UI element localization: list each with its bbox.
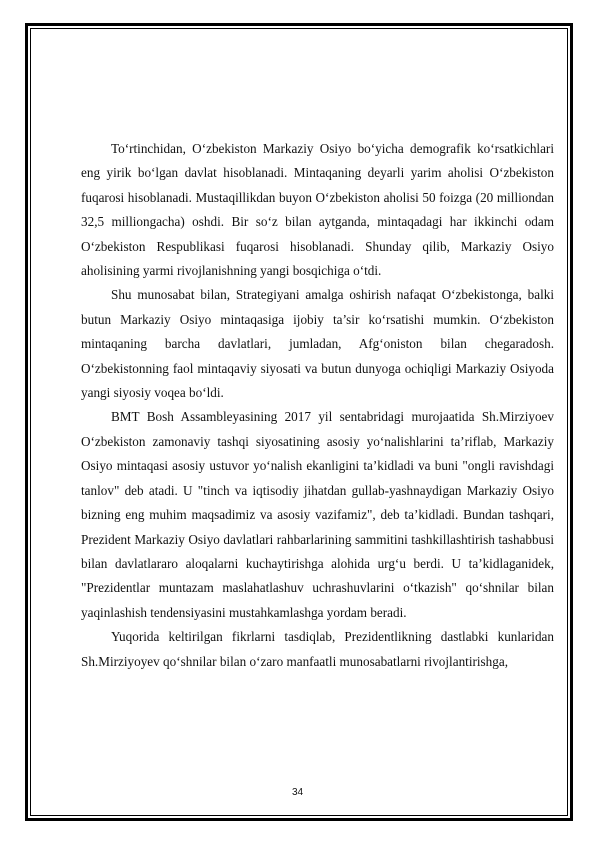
paragraph-3: BMT Bosh Assambleyasining 2017 yil sentabridagi murojaatida Sh.Mirziyoev O‘zbekiston zamonaviy tashqi siyosatining asosiy yo‘nalishlarini ta’riflab, Markaziy Osiyo mintaqasi asosiy ustuvor yo‘nalish ekanligini ta’kidladi va buni "ongli ravishdagi tanlov" deb atadi. U "tinch va iqtisodiy jihatdan gullab-yashnaydigan Markaziy Osiyo bizning eng muhim maqsadimiz va asosiy vazifamiz", deb ta’kidladi. Bundan tashqari, Prezident Markaziy Osiyo davlatlari rahbarlarining sammitini tashkillashtirish tashabbusi bilan davlatlararo aloqalarni kuchaytirishga alohida urg‘u berdi. U ta’kidlaganidek, "Prezidentlar muntazam maslahatlashuv uchrashuvlarini o‘tkazish" qo‘shnilar bilan yaqinlashish tendensiyasini mustahkamlashga yordam beradi. [81, 409, 554, 620]
document-body [81, 137, 554, 674]
paragraph-2: Shu munosabat bilan, Strategiyani amalga oshirish nafaqat O‘zbekistonga, balki butun Markaziy Osiyo mintaqasiga ijobiy ta’sir ko‘rsatishi mumkin. O‘zbekiston mintaqaning barcha davlatlari, jumladan, Afg‘oniston bilan chegaradosh. O‘zbekistonning faol mintaqaviy siyosati va butun dunyoga ochiqligi Markaziy Osiyoda yangi siyosiy voqea bo‘ldi. [81, 287, 554, 401]
paragraph-1: To‘rtinchidan, O‘zbekiston Markaziy Osiyo bo‘yicha demografik ko‘rsatkichlari eng yirik bo‘lgan davlat hisoblanadi. Mintaqaning deyarli yarim aholisi O‘zbekiston fuqarosi hisoblanadi. Mustaqillikdan buyon O‘zbekiston aholisi 50 foizga (20 milliondan 32,5 milliongacha) oshdi. Bir so‘z bilan aytganda, mintaqadagi har ikkinchi odam O‘zbekiston Respublikasi fuqarosi hisoblanadi. Shunday qilib, Markaziy Osiyo aholisining yarmi rivojlanishning yangi bosqichiga o‘tdi. [81, 141, 554, 279]
page-number: 34 [291, 787, 304, 798]
paragraph-4: Yuqorida keltirilgan fikrlarni tasdiqlab, Prezidentlikning dastlabki kunlaridan Sh.Mirziyoyev qo‘shnilar bilan o‘zaro manfaatli munosabatlarni rivojlantirishga, [81, 629, 554, 669]
